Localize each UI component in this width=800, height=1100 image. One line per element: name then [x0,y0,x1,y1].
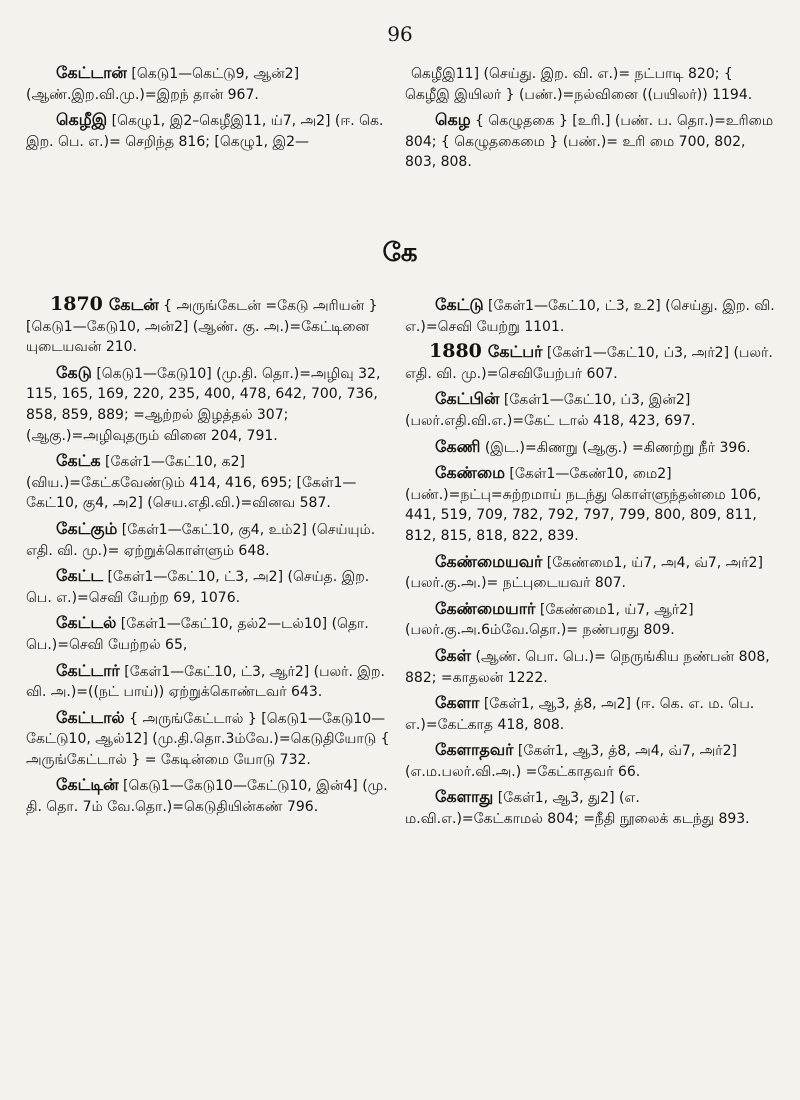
definition: [கெடு1—கேடு10] (மு.தி. தொ.)=அழிவு 32, 115, 165, 169, 220, 235, 400, 478, 642, 700, 736, 858, 859, 889; =ஆற்றல் இழத்தல் 307; (ஆகு.)=அழிவுதரும் வினை 204, 791. [26,365,381,444]
headword: கேள் [435,645,472,665]
definition: [கேள்1—கேட்10, ட்3, ஆர்2] (பலர். இற. வி. அ.)=((நட் பாய்)) ஏற்றுக்கொண்டவர் 643. [26,663,385,701]
headword: கேட்டான் [56,63,127,82]
definition: [கேள்1, ஆ3, து2] (எ. ம.வி.எ.)=கேட்காமல் 804; =நீதி நூலைக் கடந்து 893. [405,790,750,828]
entry-number: 1880 [429,340,482,363]
definition: [கேள்1—கேட்10, தல்2—டல்10] (தொ. பெ.)=செவி யேற்றல் 65, [26,616,369,653]
headword: கேட்டின் [56,775,119,795]
dictionary-entry [26,450,398,514]
headword: கேண்மையார் [435,598,536,618]
dictionary-entry [26,362,398,446]
left-column [26,294,398,822]
headword: கேட்க [56,451,101,471]
headword: கேண்மை [435,463,505,483]
dictionary-entry [405,341,777,384]
section-heading: கே [382,238,418,268]
definition: [கேள்1—கேட்10, ப்3, இன்2] (பலர்.எதி.வி.எ.)=கேட் டால் 418, 423, 697. [405,392,696,429]
headword: கேடு [56,362,92,382]
headword: கேண்மையவர் [435,551,543,571]
dictionary-entry [26,707,398,771]
headword: கேட்டார் [56,660,120,680]
definition: [கேள்1—கேட்10, ட்3, உ2] (செய்து. இற. வி. எ.)=செவி யேற்று 1101. [405,298,775,335]
definition: { கெழுதகை } [உரி.] (பண். ப. தொ.)=உரிமை 804; { கெழுதகைமை } (பண்.)= உரி மை 700, 802, 803, 808. [405,113,774,171]
dictionary-entry [26,518,398,561]
headword: கேளாது [435,787,494,807]
definition: (இட.)=கிணறு (ஆகு.) =கிணற்று நீர் 396. [480,439,751,456]
dictionary-entry [405,692,777,735]
headword: கெழீஇ [56,110,108,130]
dictionary-entry [26,774,398,817]
headword: கேணி [435,436,481,456]
dictionary-entry [405,388,777,431]
dictionary-entry [26,565,398,608]
dictionary-entry [26,109,398,152]
definition: (ஆண். பொ. பெ.)= நெருங்கிய நண்பன் 808, 882; =காதலன் 1222. [405,648,770,686]
headword: கேட்பர் [487,342,543,362]
headword: கேளாதவர் [435,740,514,760]
dictionary-entry [405,551,777,594]
headword: கேட்டால் [56,707,125,727]
headword: கேடன் [108,295,159,314]
dictionary-entry [26,660,398,703]
page-number: 96 [387,22,413,46]
definition: [கேண்மை1, ய்7, ஆர்2] (பலர்.கு.அ.6ம்வே.தொ.)= நண்பரது 809. [405,601,694,639]
definition: [கேள்1—கேட்10, ட்3, அ2] (செய்த. இற. பெ. எ.)=செவி யேற்ற 69, 1076. [26,569,370,606]
dictionary-entry [405,739,777,782]
headword: கேட்பின் [435,389,500,409]
headword: கேளா [435,693,480,713]
dictionary-entry [405,645,777,688]
top-left-column [26,62,398,156]
entry-number: 1870 [50,293,103,315]
definition: [கெடு1—கெட்டு9, ஆன்2] (ஆண்.இற.வி.மு.)=இறந் தான் 967. [26,66,300,103]
headword: கேட்டல் [56,613,117,633]
definition: { அருங்கேடன் =கேடு அரியன் } [கெடு1—கேடு10, அன்2] (ஆண். கு. அ.)=கேட்டினை யுடையவன் 210. [26,298,378,356]
dictionary-entry [26,62,398,105]
definition: [கெழு1, இ2–கெழீஇ11, ய்7, அ2] (ஈ. கெ. இற. பெ. எ.)= செறிந்த 816; [கெழு1, இ2— [26,113,384,150]
headword: கேட்டு [435,295,484,314]
definition: [கேள்1—கேட்10, கு4, உம்2] (செய்யும். எதி. வி. மு.)= ஏற்றுக்கொள்ளும் 648. [26,521,376,559]
definition: [கேள்1—கேண்10, மை2] (பண்.)=நட்பு=சுற்றமாய் நடந்து கொள்ளுந்தன்மை 106, 441, 519, 709, 782, 792, 797, 799, 800, 809, 811, 812, 815, 818, 822, 839. [405,466,762,544]
dictionary-entry [405,462,777,546]
top-right-column [405,62,777,177]
headword: கேட்கும் [56,518,118,538]
definition: [கேள்1—கேட்10, ப்3, அர்2] (பலர். எதி. வி. மு.)=செவியேற்பர் 607. [405,345,773,382]
definition: [கெடு1—கேடு10—கேட்டு10, இன்4] (மு. தி. தொ. 7ம் வே.தொ.)=கெடுதியின்கண் 796. [26,778,388,816]
definition: [கேள்1, ஆ3, த்8, அ4, வ்7, அர்2] (எ.ம.பலர்.வி.அ.) =கேட்காதவர் 66. [405,743,737,780]
definition: [கேள்1—கேட்10, க2] (விய.)=கேட்கவேண்டும் 414, 416, 695; [கேள்1—கேட்10, கு4, அ2] (செய.எதி.வி.)=வினவ 587. [26,454,357,512]
dictionary-entry [405,436,777,459]
right-column [405,294,777,834]
definition: [கேள்1, ஆ3, த்8, அ2] (ஈ. கெ. எ. ம. பெ. எ.)=கேட்காத 418, 808. [405,696,755,733]
dictionary-entry [405,598,777,641]
dictionary-entry [405,62,777,105]
dictionary-entry [405,109,777,173]
definition: { அருங்கேட்டால் } [கெடு1—கேடு10—கேட்டு10, ஆல்12] (மு.தி.தொ.3ம்வே.)=கெடுதியோடு { அருங்கேட்டால் } = கேடின்மை யோடு 732. [26,710,390,768]
headword: கேட்ட [56,566,104,586]
definition: கெழீஇ11] (செய்து. இற. வி. எ.)= நட்பாடி 820; { கெழீஇ இயிலர் } (பண்.)=நல்வினை ((பயிலர்)) 1194. [405,66,753,103]
dictionary-entry [26,612,398,655]
headword: கெழ [435,110,471,130]
dictionary-entry [405,294,777,337]
dictionary-entry [405,786,777,829]
dictionary-entry [26,294,398,358]
definition: [கேண்மை1, ய்7, அ4, வ்7, அர்2] (பலர்.கு.அ.)= நட்புடையவர் 807. [405,554,763,592]
